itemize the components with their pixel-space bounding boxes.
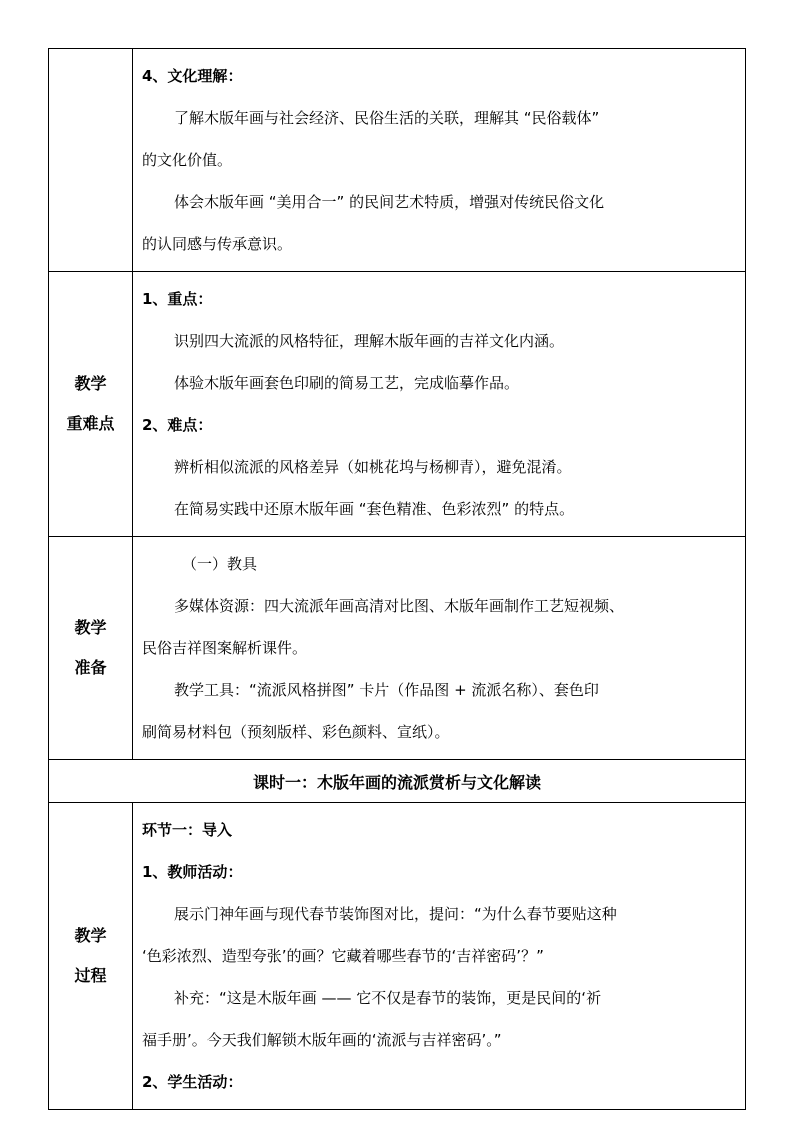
key-point-1: 识别四大流派的风格特征，理解木版年画的吉祥文化内涵。	[174, 332, 565, 350]
row-culture	[49, 49, 746, 272]
label-key-points	[49, 272, 133, 537]
culture-content	[133, 49, 746, 272]
lesson-header: 课时一：木版年画的流派赏析与文化解读	[49, 760, 746, 803]
preparation-paragraph-2-line-2: 刷简易材料包（预刻版样、彩色颜料、宣纸）。	[142, 723, 450, 741]
label-process	[49, 803, 133, 1110]
difficult-points-heading: 2、难点：	[142, 416, 213, 434]
preparation-paragraph-1-line-2: 民俗吉祥图案解析课件。	[142, 639, 308, 657]
key-points-content	[133, 272, 746, 537]
row-key-points	[49, 272, 746, 537]
lesson-plan-table	[48, 48, 746, 1110]
teacher-paragraph-1-line-2: ‘色彩浓烈、造型夸张’的画？它藏着哪些春节的‘吉祥密码’？”	[142, 947, 544, 965]
teacher-paragraph-2-line-2: 福手册’。今天我们解锁木版年画的‘流派与吉祥密码’。”	[142, 1031, 502, 1049]
teacher-activity-heading: 1、教师活动：	[142, 863, 243, 881]
key-point-2: 体验木版年画套色印刷的简易工艺，完成临摹作品。	[174, 374, 520, 392]
preparation-heading: （一）教具	[182, 555, 258, 573]
row-process	[49, 803, 746, 1110]
label-process-line-2: 过程	[74, 966, 107, 985]
label-key-points-line-1: 教学	[74, 374, 107, 393]
label-key-points-line-2: 重难点	[66, 414, 115, 433]
process-content	[133, 803, 746, 1110]
teacher-paragraph-1-line-1: 展示门神年画与现代春节装饰图对比，提问：“为什么春节要贴这种	[174, 905, 617, 923]
student-activity-heading: 2、学生活动：	[142, 1073, 243, 1091]
difficult-point-1: 辨析相似流派的风格差异（如桃花坞与杨柳青），避免混淆。	[174, 458, 572, 476]
process-stage-heading: 环节一：导入	[142, 821, 233, 839]
label-process-line-1: 教学	[74, 926, 107, 945]
culture-paragraph-2-line-1: 体会木版年画 “美用合一” 的民间艺术特质，增强对传统民俗文化	[174, 193, 605, 211]
preparation-paragraph-2-line-1: 教学工具：“流派风格拼图” 卡片（作品图 + 流派名称）、套色印	[174, 681, 599, 699]
row-preparation	[49, 537, 746, 760]
preparation-paragraph-1-line-1: 多媒体资源：四大流派年画高清对比图、木版年画制作工艺短视频、	[174, 597, 625, 615]
row-label-empty	[49, 49, 133, 272]
culture-paragraph-1-line-1: 了解木版年画与社会经济、民俗生活的关联，理解其 “民俗载体”	[174, 109, 600, 127]
culture-paragraph-1-line-2: 的文化价值。	[142, 151, 233, 169]
label-preparation-line-2: 准备	[74, 658, 107, 677]
teacher-paragraph-2-line-1: 补充：“这是木版年画 —— 它不仅是春节的装饰，更是民间的‘祈	[174, 989, 602, 1007]
label-preparation-line-1: 教学	[74, 618, 107, 637]
label-preparation	[49, 537, 133, 760]
culture-heading: 4、文化理解：	[142, 67, 243, 85]
key-points-heading: 1、重点：	[142, 290, 213, 308]
preparation-content	[133, 537, 746, 760]
row-lesson-header	[49, 760, 746, 803]
difficult-point-2: 在简易实践中还原木版年画 “套色精准、色彩浓烈” 的特点。	[174, 500, 575, 518]
culture-paragraph-2-line-2: 的认同感与传承意识。	[142, 235, 293, 253]
